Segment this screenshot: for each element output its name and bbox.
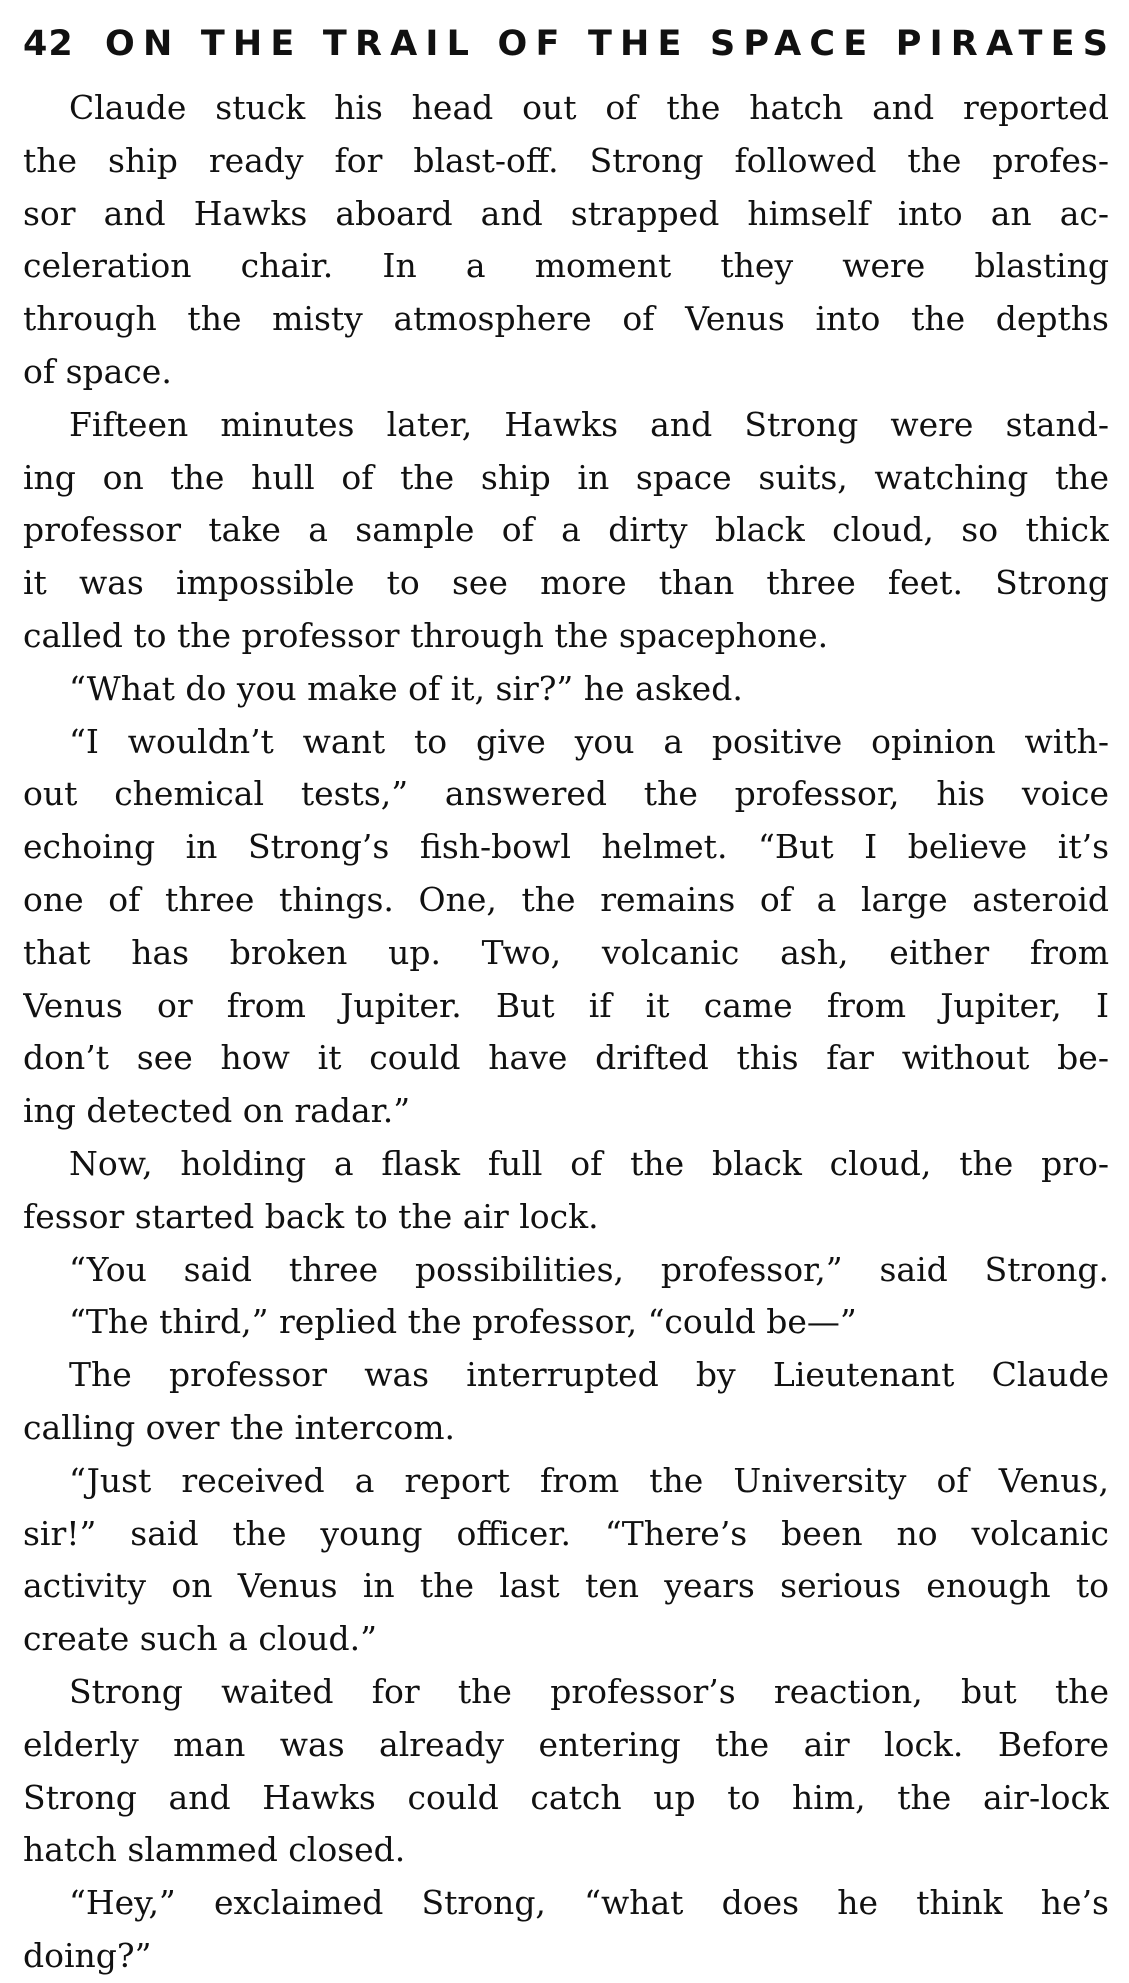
- paragraph: [23, 82, 1109, 399]
- text-line: Now, holding a flask full of the black cloud, the pro-: [69, 1143, 1109, 1183]
- text-line: hatch slammed closed.: [23, 1830, 406, 1870]
- text-line: “You said three possibilities, professor,” said Strong.: [69, 1249, 1109, 1289]
- text-line: Venus or from Jupiter. But if it came from Jupiter, I: [23, 985, 1109, 1025]
- text-line: out chemical tests,” answered the professor, his voice: [23, 774, 1109, 814]
- text-line: through the misty atmosphere of Venus into the depths: [23, 299, 1109, 339]
- text-line: the ship ready for blast-off. Strong followed the profes-: [23, 140, 1109, 180]
- text-line: doing?”: [23, 1935, 152, 1975]
- text-line: The professor was interrupted by Lieutenant Claude: [69, 1355, 1109, 1395]
- paragraph: [23, 1349, 1109, 1455]
- text-line: don’t see how it could have drifted this far without be-: [23, 1038, 1109, 1078]
- paragraph: [23, 716, 1109, 1138]
- paragraph: [23, 1455, 1109, 1666]
- text-line: of space.: [23, 351, 172, 391]
- text-line: professor take a sample of a dirty black cloud, so thick: [23, 510, 1109, 550]
- text-line: “The third,” replied the professor, “could be—”: [69, 1302, 857, 1342]
- text-line: “What do you make of it, sir?” he asked.: [69, 668, 743, 708]
- text-line: echoing in Strong’s fish-bowl helmet. “But I believe it’s: [23, 827, 1109, 867]
- paragraph: [23, 1877, 1109, 1983]
- paragraph: [23, 399, 1109, 663]
- running-head-title: ON THE TRAIL OF THE SPACE PIRATES: [105, 24, 1117, 64]
- text-line: Strong waited for the professor’s reaction, but the: [69, 1671, 1109, 1711]
- paragraph: [23, 1296, 1109, 1349]
- running-head: [23, 14, 1117, 74]
- text-line: called to the professor through the spacephone.: [23, 615, 829, 655]
- text-line: sir!” said the young officer. “There’s been no volcanic: [23, 1513, 1109, 1553]
- text-line: ing detected on radar.”: [23, 1091, 411, 1131]
- text-line: elderly man was already entering the air lock. Before: [23, 1724, 1109, 1764]
- text-line: “Hey,” exclaimed Strong, “what does he think he’s: [69, 1883, 1109, 1923]
- text-line: that has broken up. Two, volcanic ash, either from: [23, 932, 1109, 972]
- text-line: calling over the intercom.: [23, 1407, 456, 1447]
- paragraph: [23, 663, 1109, 716]
- text-line: sor and Hawks aboard and strapped himself into an ac-: [23, 193, 1109, 233]
- text-line: ing on the hull of the ship in space suits, watching the: [23, 457, 1109, 497]
- text-line: celeration chair. In a moment they were blasting: [23, 246, 1109, 286]
- text-line: one of three things. One, the remains of a large asteroid: [23, 879, 1109, 919]
- body-text: [23, 82, 1109, 1983]
- paragraph: [23, 1244, 1109, 1297]
- text-line: Fifteen minutes later, Hawks and Strong were stand-: [69, 404, 1109, 444]
- text-line: activity on Venus in the last ten years serious enough to: [23, 1566, 1109, 1606]
- text-line: it was impossible to see more than three feet. Strong: [23, 563, 1109, 603]
- text-line: fessor started back to the air lock.: [23, 1196, 599, 1236]
- page-number: 42: [23, 24, 74, 64]
- text-line: Claude stuck his head out of the hatch and reported: [69, 88, 1109, 127]
- book-page: [23, 0, 1117, 1975]
- paragraph: [23, 1666, 1109, 1877]
- paragraph: [23, 1138, 1109, 1244]
- text-line: “I wouldn’t want to give you a positive opinion with-: [69, 721, 1109, 761]
- text-line: create such a cloud.”: [23, 1619, 377, 1659]
- text-line: Strong and Hawks could catch up to him, the air-lock: [23, 1777, 1109, 1817]
- text-line: “Just received a report from the University of Venus,: [69, 1460, 1109, 1500]
